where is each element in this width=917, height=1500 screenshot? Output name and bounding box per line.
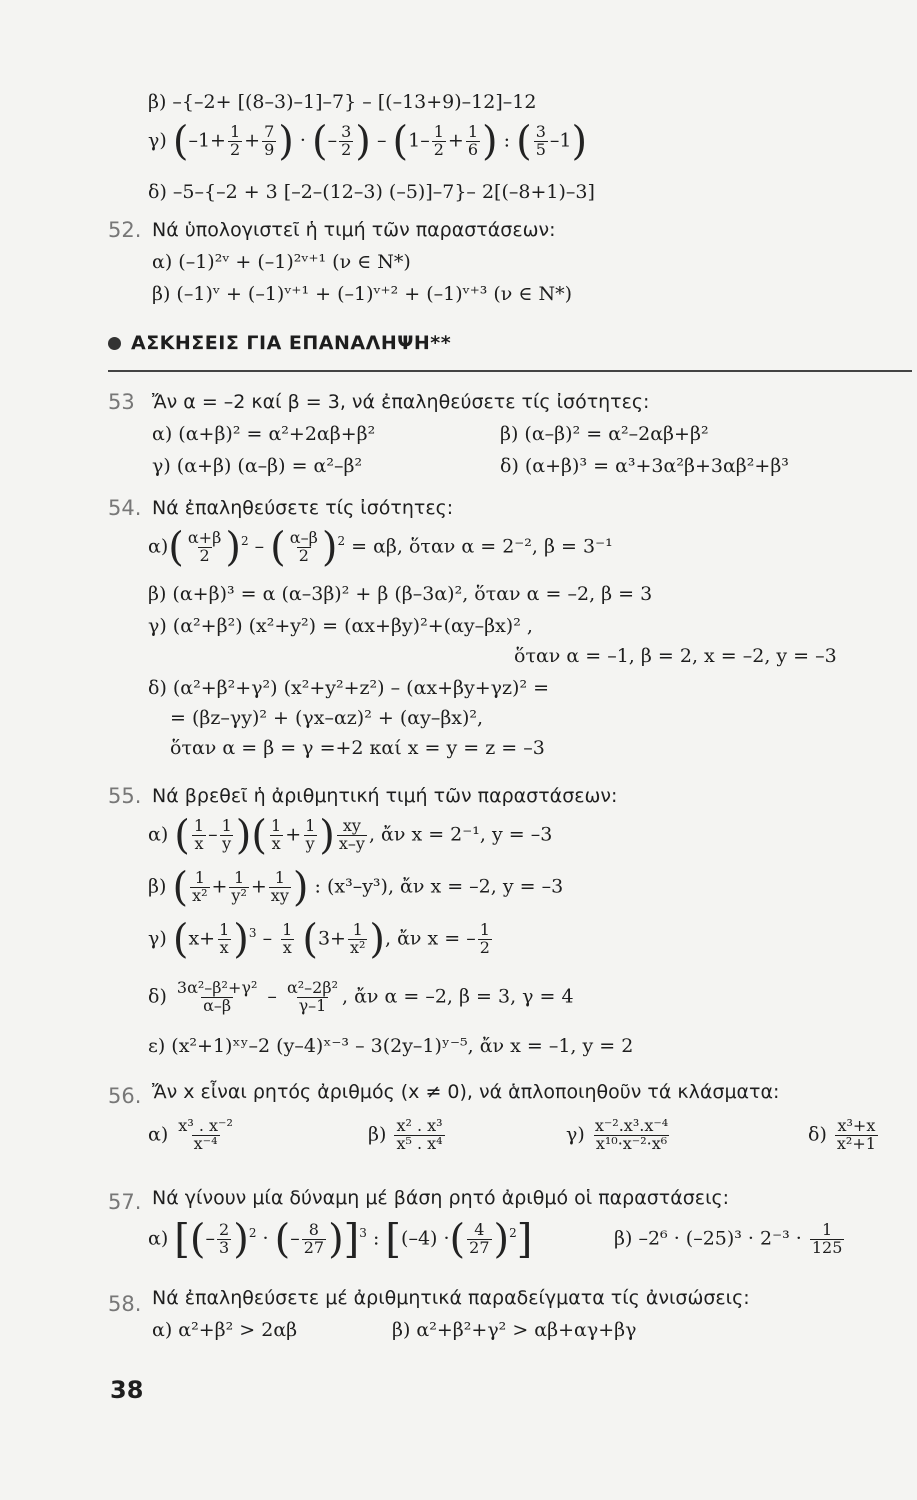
ex53-g: γ) (α+β) (α–β) = α²–β² [152,455,363,477]
paren: ( [172,118,189,165]
ex56-d: δ) $\frac{\text{x³+x}}{\text{x²+1}}$ [808,1116,876,1153]
ex55-g: γ) (x+ $\frac{1}{x}$ )$^3$ – $\frac{1}{x}$ (3+ $\frac{1}{\text{x²}}$ ), ἄν x = – $\frac{1}{2}$ [148,916,490,963]
fraction: $\frac{3}{2}$ [341,122,352,159]
ex51-d: δ) –5–{–2 + 3 [–2–(12–3) (–5)]–7}– 2[(–8+1)–3] [148,181,595,203]
ex57-a: α) [(– $\frac{2}{3}$ )$^2$ · (– $\frac{8}{27}$ )]$^3$ : [(–4) ·( $\frac{4}{27}$ )$^2$] [148,1216,533,1263]
ex58-b: β) α²+β²+γ² > αβ+αγ+βγ [392,1319,637,1341]
ex56-a: α) $\frac{\text{x³ . x⁻²}}{\text{x⁻⁴}}$ [148,1116,233,1153]
fraction: $\frac{1}{x}$ [219,920,230,957]
fraction: $\frac{1}{x}$ [282,920,293,957]
ex52-b: β) (–1)ᵛ + (–1)ᵛ⁺¹ + (–1)ᵛ⁺² + (–1)ᵛ⁺³ (ν ∈ N*) [152,283,573,305]
fraction: $\frac{2}{3}$ [219,1220,230,1257]
ex54-a: α)( $\frac{\alpha+\beta}{2}$ )$^2$ – ( $\frac{\alpha-\beta}{2}$ )$^2$ = αβ, ὅταν α = 2⁻², β = 3⁻¹ [148,524,613,571]
ex54-d: δ) (α²+β²+γ²) (x²+y²+z²) – (αx+βy+γz)² = [148,677,550,699]
fraction: $\frac{3}{5}$ [535,122,546,159]
ex54-g-cond: ὅταν α = –1, β = 2, x = –2, y = –3 [514,645,837,667]
ex55-e: ε) (x²+1)ˣʸ–2 (y–4)ˣ⁻³ – 3(2y–1)ʸ⁻⁵, ἄν x = –1, y = 2 [148,1035,634,1057]
exercise-number: 56. [108,1084,142,1108]
exercise-number: 53 [108,390,135,414]
fraction: $\frac{\alpha-\beta}{2}$ [289,528,318,565]
ex52-text: Νά ὑπολογιστεῖ ἡ τιμή τῶν παραστάσεων: [152,219,556,241]
exercise-number: 52. [108,218,142,242]
ex57-b: β) –2⁶ · (–25)³ · 2⁻³ · $\frac{1}{125}$ [614,1220,843,1257]
fraction: $\frac{1}{y}$ [221,816,232,853]
ex55-text: Νά βρεθεῖ ἡ ἀριθμητική τιμή τῶν παραστάσεων: [152,785,618,807]
fraction: $\frac{xy}{x-y}$ [338,816,365,853]
fraction: $\frac{7}{9}$ [264,122,275,159]
fraction: $\frac{1}{x}$ [271,816,282,853]
fraction: $\frac{\text{x⁻².x³.x⁻⁴}}{\text{x¹⁰·x⁻²·x⁶}}$ [594,1116,669,1153]
ex51-b: β) –{–2+ [(8–3)–1]–7} – [(–13+9)–12]–12 [148,91,537,113]
fraction: $\frac{1}{\text{y²}}$ [231,868,247,905]
ex57-text: Νά γίνουν μία δύναμη μέ βάση ρητό ἀριθμό οἱ παραστάσεις: [152,1187,730,1209]
ex55-b: β) ( $\frac{1}{\text{x²}}$ + $\frac{1}{\text{y²}}$ + $\frac{1}{xy}$ ) : (x³–y³), ἄν x = –2, y = –3 [148,864,564,911]
ex54-d-cond: ὅταν α = β = γ =+2 καί x = y = z = –3 [170,737,545,759]
fraction: $\frac{4}{27}$ [469,1220,490,1257]
fraction: $\frac{\text{α²–2β²}}{\gamma-1}$ [286,978,339,1015]
ex58-a: α) α²+β² > 2αβ [152,1319,298,1341]
ex54-d-rhs: = (βz–γy)² + (γx–αz)² + (αy–βx)², [170,707,484,729]
fraction: $\frac{1}{\text{x²}}$ [192,868,208,905]
fraction: $\frac{1}{6}$ [467,122,478,159]
ex54-b: β) (α+β)³ = α (α–3β)² + β (β–3α)², ὅταν α = –2, β = 3 [148,583,653,605]
exercise-number: 57. [108,1190,142,1214]
fraction: $\frac{1}{2}$ [479,920,490,957]
fraction: $\frac{1}{2}$ [229,122,241,159]
fraction: $\frac{8}{27}$ [303,1220,325,1257]
ex54-g: γ) (α²+β²) (x²+y²) = (αx+βy)²+(αy–βx)² , [148,615,533,637]
fraction: $\frac{\text{3α²–β²+γ²}}{\alpha-\beta}$ [176,978,258,1015]
ex54-text: Νά ἐπαληθεύσετε τίς ἰσότητες: [152,497,454,519]
bullet-icon [108,337,121,350]
ex53-text: Ἄν α = –2 καί β = 3, νά ἐπαληθεύσετε τίς ἰσότητες: [152,391,650,413]
ex53-a: α) (α+β)² = α²+2αβ+β² [152,423,376,445]
section-title: ΑΣΚΗΣΕΙΣ ΓΙΑ ΕΠΑΝΑΛΗΨΗ** [108,332,451,354]
ex51-g: γ) (–1+ $\frac{1}{2}$ + $\frac{7}{9}$ ) · (– $\frac{3}{2}$ ) – (1– $\frac{1}{2}$ + $\frac{1}{6}$ ) : ( $\frac{3}{5}$ –1) [148,118,588,165]
fraction: $\frac{1}{xy}$ [270,868,289,905]
fraction: $\frac{\alpha+\beta}{2}$ [187,528,222,565]
ex56-text: Ἄν x εἶναι ρητός ἀριθμός (x ≠ 0), νά ἁπλοποιηθοῦν τά κλάσματα: [152,1081,780,1103]
ex56-g: γ) $\frac{\text{x⁻².x³.x⁻⁴}}{\text{x¹⁰·x⁻²·x⁶}}$ [566,1116,669,1153]
exercise-number: 54. [108,496,142,520]
ex52-a: α) (–1)²ᵛ + (–1)²ᵛ⁺¹ (ν ∈ N*) [152,251,411,273]
fraction: $\frac{\text{x² . x³}}{\text{x⁵ . x⁴}}$ [396,1116,443,1153]
ex53-d: δ) (α+β)³ = α³+3α²β+3αβ²+β³ [500,455,789,477]
exercise-number: 58. [108,1292,142,1316]
fraction: $\frac{1}{y}$ [305,816,316,853]
fraction: $\frac{1}{x}$ [193,816,205,853]
fraction: $\frac{\text{x³+x}}{\text{x²+1}}$ [836,1116,876,1153]
fraction: $\frac{\text{x³ . x⁻²}}{\text{x⁻⁴}}$ [178,1116,233,1153]
section-divider [108,370,912,372]
ex55-a: α) ( $\frac{1}{x}$ – $\frac{1}{y}$ )( $\frac{1}{x}$ + $\frac{1}{y}$ ) $\frac{xy}{x-y}$ , ἄν x = 2⁻¹, y = –3 [148,812,553,859]
ex58-text: Νά ἐπαληθεύσετε μέ ἀριθμητικά παραδείγματα τίς ἀνισώσεις: [152,1287,750,1309]
page-number: 38 [110,1376,144,1404]
fraction: $\frac{1}{125}$ [811,1220,843,1257]
ex53-b: β) (α–β)² = α²–2αβ+β² [500,423,709,445]
ex55-d: δ) $\frac{\text{3α²–β²+γ²}}{\alpha-\beta}$ – $\frac{\text{α²–2β²}}{\gamma-1}$ , ἄν α = –2, β = 3, γ = 4 [148,978,574,1015]
fraction: $\frac{1}{2}$ [433,122,444,159]
ex56-b: β) $\frac{\text{x² . x³}}{\text{x⁵ . x⁴}}$ [368,1116,443,1153]
fraction: $\frac{1}{\text{x²}}$ [349,920,366,957]
exercise-number: 55. [108,784,142,808]
